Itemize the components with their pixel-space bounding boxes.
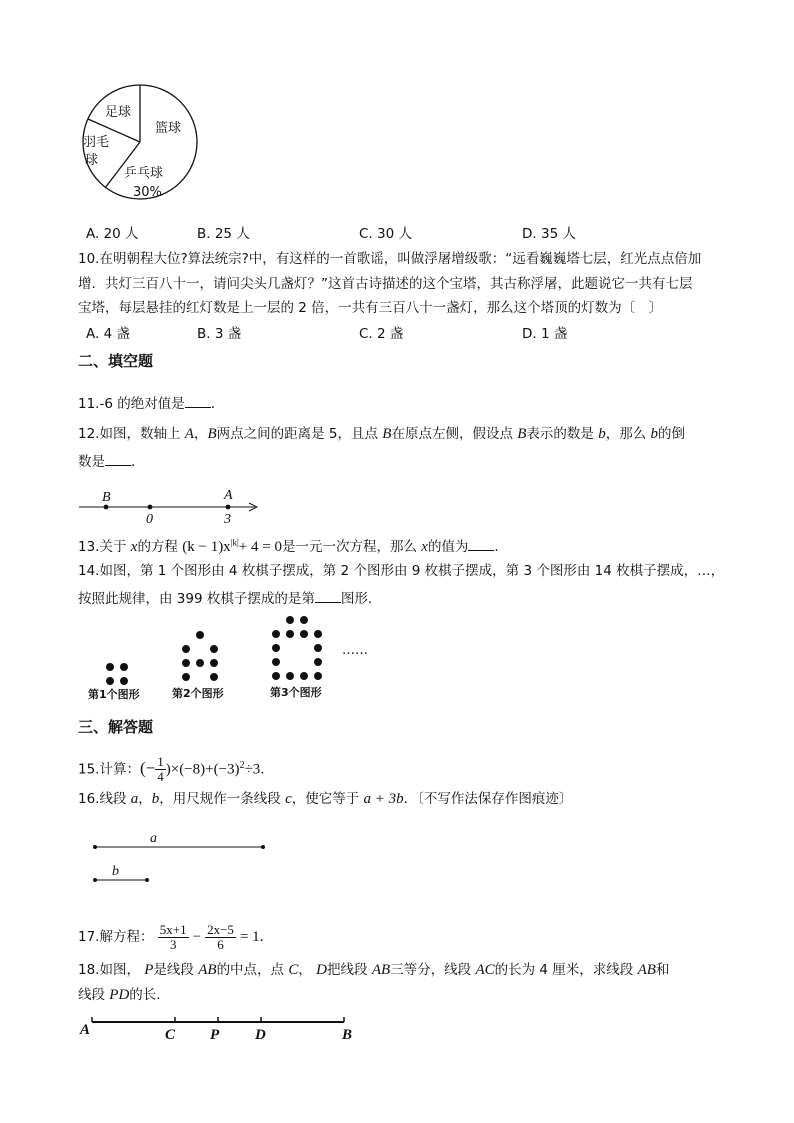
- section-title-solve: 三、解答题: [78, 718, 154, 736]
- pie-chart: [75, 85, 275, 215]
- segment-a-label: a: [150, 831, 157, 846]
- number-line-tick-3: 3: [224, 512, 231, 527]
- q17-f2-den: 6: [217, 936, 224, 952]
- q10-option-c: C. 2 盏: [359, 326, 404, 342]
- q12-var-lower-b2: b: [650, 426, 659, 442]
- number-line-tick-0: 0: [146, 512, 153, 527]
- pattern-caption-2: 第2个图形: [172, 687, 224, 700]
- pattern-3: [272, 616, 322, 680]
- q13-blank: [468, 538, 494, 551]
- q16-p3: ，使它等于: [291, 791, 364, 807]
- q17-prefix: 17.解方程：: [78, 929, 154, 945]
- section-title-fill-in: 二、填空题: [78, 352, 154, 370]
- q15-prefix: 15.计算：: [78, 761, 140, 778]
- q18-p7: 和: [655, 962, 670, 978]
- point-label-p: P: [210, 1027, 220, 1043]
- q9-option-c: C. 30 人: [359, 226, 412, 242]
- q12-p2: 两点之间的距离是 5，且点: [216, 426, 383, 442]
- q17-f1-den: 3: [169, 936, 177, 952]
- q17-end: ．: [259, 929, 274, 945]
- q18-p4: 把线段: [327, 962, 372, 978]
- q12-comma: ，: [193, 426, 208, 442]
- pie-label-basketball: 篮球: [155, 121, 182, 136]
- q13-p3: 是一元一次方程，那么: [281, 539, 422, 555]
- point-a: [226, 505, 231, 510]
- pattern-2: [182, 631, 218, 681]
- q16-p4: ．〔不写作法保存作图痕迹〕: [403, 791, 573, 807]
- q12-line-2: [78, 453, 145, 470]
- q18-p3: 的中点，点: [216, 962, 289, 978]
- q18-var-p: P: [144, 962, 154, 978]
- q13-end: ．: [494, 539, 508, 555]
- q18-var-ac: AC: [475, 962, 495, 978]
- q12-line-1: [78, 427, 685, 442]
- q14-line-2: [78, 590, 381, 607]
- q14-line2a: 按照此规律，由 399 枚棋子摆成的是第: [78, 591, 315, 607]
- point-label-d: D: [255, 1027, 266, 1043]
- q12-var-lower-b: b: [598, 426, 606, 442]
- q11-prefix: 11.-6 的绝对值是: [78, 396, 185, 412]
- q18-line2b: 的长.: [129, 987, 161, 1003]
- q13-p1: 13.关于: [78, 539, 131, 555]
- point-label-a: A: [80, 1022, 91, 1038]
- q12-var-a: A: [184, 426, 194, 442]
- q10-line-2: 增．共灯三百八十一，请问尖头几盏灯？”这首古诗描述的这个宝塔，其古称浮屠，此题说它一共有七层: [78, 276, 693, 292]
- q18-var-d: D: [316, 962, 328, 978]
- q16-p2: ，用尺规作一条线段: [159, 791, 286, 807]
- point-origin: [148, 505, 153, 510]
- q17-minus: −: [192, 929, 202, 945]
- q14-line-1: 14.如图，第 1 个图形由 4 枚棋子摆成，第 2 个图形由 9 枚棋子摆成，第 3 个图形由 14 枚棋子摆成，…，: [78, 563, 725, 579]
- q16-p1: 16.线段: [78, 791, 131, 807]
- point-b: [104, 505, 109, 510]
- q18-line2a: 线段: [78, 987, 110, 1003]
- q13-exponent: |k|: [230, 537, 239, 548]
- q12-var-b2: B: [382, 426, 392, 442]
- q18-line-1: [78, 963, 669, 978]
- q15-frac-den: 4: [157, 769, 164, 784]
- q15-frac-num: 1: [157, 754, 164, 769]
- point-label-b: B: [342, 1027, 353, 1043]
- q18-p2: 是线段: [153, 962, 199, 978]
- q10-option-a: A. 4 盏: [86, 326, 130, 342]
- q10-option-d: D. 1 盏: [522, 326, 568, 342]
- q11-suffix: ．: [210, 396, 225, 412]
- q18-var-ab3: AB: [637, 962, 656, 978]
- q13-text: [78, 538, 508, 555]
- q17-f1-num: 5x+1: [159, 921, 187, 937]
- q16-var-a: a: [130, 791, 139, 807]
- q16-comma: ，: [138, 791, 152, 807]
- q10-line-1: 10.在明朝程大位?算法统宗?中，有这样的一首歌谣，叫做浮屠增级歌：“远看巍巍塔七层，红光点点倍加: [78, 251, 702, 267]
- pattern-1: [106, 663, 128, 685]
- q17-fraction-2: [205, 923, 236, 952]
- q14-line2b: 图形．: [340, 591, 382, 607]
- q13-p2: 的方程: [137, 539, 183, 555]
- q13-equation-2: + 4 = 0: [238, 539, 282, 555]
- q15-expr-a: (−: [139, 758, 156, 778]
- point-label-c: C: [165, 1027, 176, 1043]
- number-line-label-a: A: [224, 488, 233, 503]
- q18-var-pd: PD: [109, 987, 130, 1003]
- q18-var-ab: AB: [198, 962, 217, 978]
- q9-option-d: D. 35 人: [522, 226, 576, 242]
- q12-blank: [105, 453, 131, 466]
- q14-pattern-figure: [80, 612, 400, 702]
- q12-line2-text: 数是: [78, 454, 105, 470]
- q14-blank: [315, 590, 341, 603]
- q11-text: [78, 395, 224, 412]
- q10-line-3: 宝塔，每层悬挂的红灯数是上一层的 2 倍，一共有三百八十一盏灯，那么这个塔顶的灯数为〔 〕: [78, 300, 663, 316]
- q12-line2-end: ．: [131, 454, 145, 470]
- q16-var-b: b: [151, 791, 160, 807]
- q17-f2-num: 2x−5: [207, 921, 234, 937]
- q15-expr-c: ÷3: [244, 761, 261, 778]
- q15-text: [78, 752, 274, 784]
- q17-fraction-1: [158, 923, 189, 952]
- q16-expression: a + 3b: [363, 791, 404, 807]
- q18-p1: 18.如图，: [78, 962, 145, 978]
- q17-rhs: = 1: [239, 929, 260, 945]
- q15-expr-b: )×(−8)+(−3): [165, 761, 240, 778]
- pie-label-pingpong-pct: 30%: [133, 185, 162, 200]
- q16-text: [78, 792, 572, 807]
- q12-p1: 12.如图，数轴上: [78, 426, 185, 442]
- q18-comma: ，: [298, 962, 317, 978]
- pie-label-badminton: 羽毛: [83, 135, 110, 150]
- pie-divider-bottom: [105, 142, 140, 188]
- segment-b-label: b: [112, 864, 119, 879]
- q9-option-b: B. 25 人: [197, 226, 250, 242]
- q13-var-x: x: [130, 539, 138, 555]
- q11-blank: [185, 395, 211, 408]
- q18-var-c: C: [288, 962, 299, 978]
- q12-var-b3: B: [517, 426, 527, 442]
- q16-segments: [90, 827, 290, 887]
- pattern-ellipsis: ……: [342, 643, 368, 658]
- pie-label-football: 足球: [105, 105, 132, 120]
- pattern-caption-3: 第3个图形: [270, 686, 322, 699]
- number-line-label-b: B: [102, 490, 111, 505]
- q12-number-line: [75, 487, 275, 527]
- pie-label-pingpong: 乒乓球: [124, 166, 164, 181]
- q13-var-x2: x: [421, 539, 428, 555]
- pie-label-badminton-2: 球: [85, 153, 99, 168]
- q16-var-c: c: [285, 791, 292, 807]
- q18-p6: 的长为 4 厘米，求线段: [494, 962, 638, 978]
- q17-text: [78, 922, 273, 952]
- q18-var-ab2: AB: [371, 962, 391, 978]
- pattern-caption-1: 第1个图形: [88, 688, 140, 701]
- q12-p4: 表示的数是: [526, 426, 599, 442]
- q10-option-b: B. 3 盏: [197, 326, 242, 342]
- q12-var-b: B: [207, 426, 217, 442]
- q18-line-2: [78, 988, 161, 1003]
- q9-option-a: A. 20 人: [86, 226, 139, 242]
- q13-equation: (k − 1)x: [182, 539, 231, 555]
- q15-fraction: [155, 755, 166, 784]
- q12-p5: ，那么: [605, 426, 651, 442]
- q18-segment-figure: [78, 1012, 378, 1052]
- q12-p6: 的倒: [658, 426, 686, 442]
- q12-p3: 在原点左侧，假设点: [391, 426, 518, 442]
- q15-end: ．: [260, 761, 274, 778]
- q18-p5: 三等分，线段: [390, 962, 476, 978]
- q15-exponent: 2: [239, 760, 245, 771]
- q13-p4: 的值为: [427, 539, 469, 555]
